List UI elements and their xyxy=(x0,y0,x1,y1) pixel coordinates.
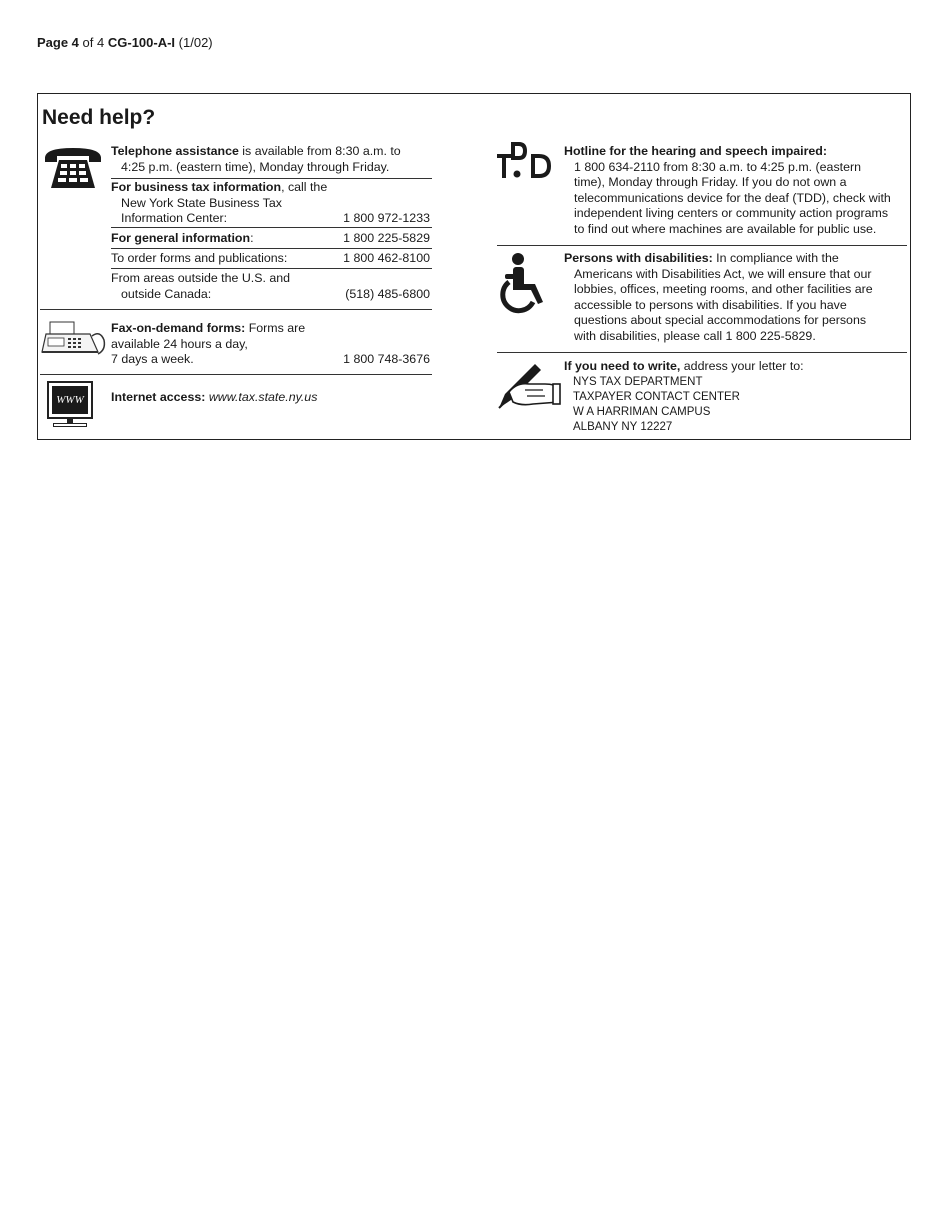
address-line-1: NYS TAX DEPARTMENT xyxy=(573,375,703,388)
tdd-hotline xyxy=(564,144,904,237)
outside-line2: outside Canada: xyxy=(121,286,212,301)
rule-general xyxy=(111,248,432,249)
telephone-rest: is available from 8:30 a.m. to xyxy=(238,144,401,158)
business-line3: Information Center: xyxy=(121,211,228,225)
disabilities-line-2: lobbies, offices, meeting rooms, and other facilities are xyxy=(574,282,873,296)
disabilities-bold: Persons with disabilities: xyxy=(564,251,713,265)
tdd-line-3: telecommunications device for the deaf (TDD), check with xyxy=(574,190,891,205)
rule-outside xyxy=(40,309,432,310)
if-you-need-to-write xyxy=(564,359,904,435)
telephone-bold: Telephone assistance xyxy=(111,144,239,158)
business-rest: , call the xyxy=(281,180,328,194)
fax-line2: available 24 hours a day, xyxy=(111,336,248,351)
rule-disabilities xyxy=(497,352,907,353)
business-line2: New York State Business Tax xyxy=(121,195,282,210)
persons-with-disabilities xyxy=(564,251,904,344)
general-bold: For general information xyxy=(111,231,251,245)
write-rest: address your letter to: xyxy=(680,359,804,373)
order-label: To order forms and publications: xyxy=(111,251,288,265)
general-info xyxy=(111,231,430,247)
address-line-4: ALBANY NY 12227 xyxy=(573,420,673,433)
fax-number: 1 800 748-3676 xyxy=(343,352,430,366)
business-number: 1 800 972-1233 xyxy=(343,211,430,225)
outside-line1: From areas outside the U.S. and xyxy=(111,271,291,285)
www-monitor-icon xyxy=(47,381,97,429)
wheelchair-accessibility-icon xyxy=(495,252,555,314)
tdd-line-5: to find out where machines are available for public use. xyxy=(574,221,877,236)
writing-hand-icon xyxy=(495,358,563,412)
page-label: Page 4 xyxy=(37,35,79,50)
telephone-assistance xyxy=(111,144,430,175)
disabilities-line-1: Americans with Disabilities Act, we will ensure that our xyxy=(574,266,872,281)
disabilities-rest: In compliance with the xyxy=(712,251,839,265)
www-label: WWW xyxy=(52,386,88,414)
business-bold: For business tax information xyxy=(111,180,282,194)
page-of-label: of 4 xyxy=(82,35,105,50)
disabilities-line-5: with disabilities, please call 1 800 225-5829. xyxy=(574,328,816,343)
help-title: Need help? xyxy=(42,106,156,129)
fax-line3: 7 days a week. xyxy=(111,352,194,366)
page-header xyxy=(37,35,213,50)
telephone-icon xyxy=(41,144,105,192)
business-tax-info xyxy=(111,180,430,228)
need-help-box xyxy=(37,93,911,440)
rule-fax xyxy=(40,374,432,375)
address-line-2: TAXPAYER CONTACT CENTER xyxy=(573,390,740,403)
address-line-3: W A HARRIMAN CAMPUS xyxy=(573,405,711,418)
internet-bold: Internet access: xyxy=(111,390,206,404)
fax-on-demand xyxy=(111,321,430,369)
internet-access xyxy=(111,390,430,406)
disabilities-line-4: questions about special accommodations for persons xyxy=(574,313,867,327)
general-rest: : xyxy=(250,231,254,245)
tdd-line-4: independent living centers or community action programs xyxy=(574,206,889,220)
fax-rest: Forms are xyxy=(245,321,306,335)
tdd-icon xyxy=(495,140,555,182)
rule-order xyxy=(111,268,432,269)
tdd-bold: Hotline for the hearing and speech impaired: xyxy=(564,144,827,158)
rule-business xyxy=(111,227,432,228)
general-number: 1 800 225-5829 xyxy=(343,231,430,245)
order-number: 1 800 462-8100 xyxy=(343,251,430,265)
outside-areas xyxy=(111,271,430,303)
order-forms xyxy=(111,251,430,267)
rule-tdd xyxy=(497,245,907,246)
fax-machine-icon xyxy=(40,320,108,358)
write-bold: If you need to write, xyxy=(564,359,681,373)
form-date: (1/02) xyxy=(178,35,213,50)
telephone-line2: 4:25 p.m. (eastern time), Monday through Friday. xyxy=(121,159,390,174)
rule-telephone xyxy=(111,178,432,179)
outside-number: (518) 485-6800 xyxy=(345,287,430,301)
disabilities-line-3: accessible to persons with disabilities. If you have xyxy=(574,297,847,312)
tdd-line-1: 1 800 634-2110 from 8:30 a.m. to 4:25 p.m. (eastern xyxy=(574,159,861,174)
fax-bold: Fax-on-demand forms: xyxy=(111,321,246,335)
form-id: CG-100-A-I xyxy=(107,35,176,50)
tdd-line-2: time), Monday through Friday. If you do not own a xyxy=(574,175,847,189)
internet-url[interactable]: www.tax.state.ny.us xyxy=(208,390,318,404)
